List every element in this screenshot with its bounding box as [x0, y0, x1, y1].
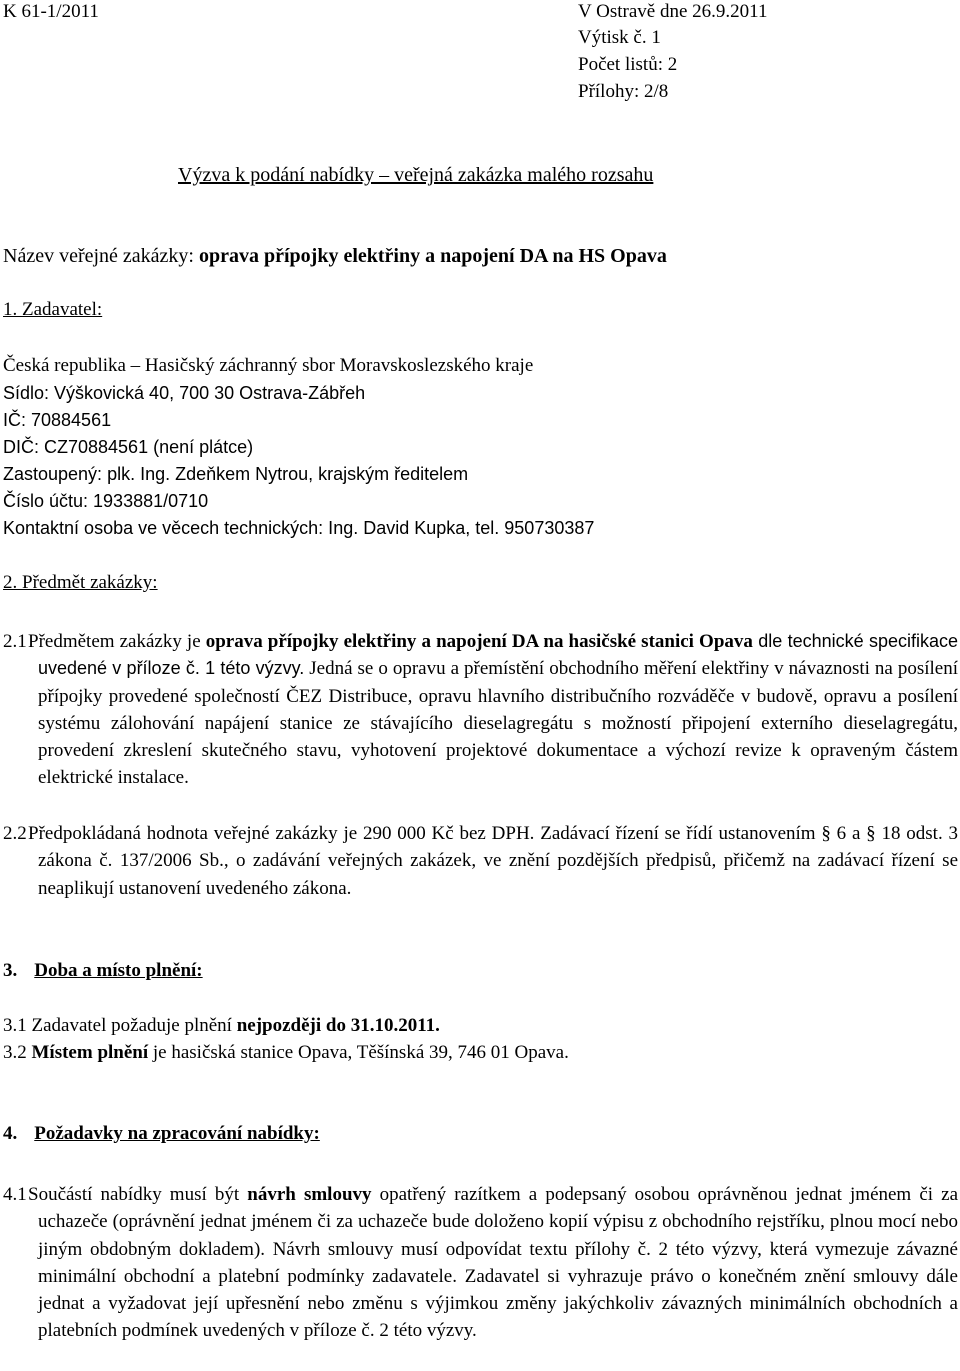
section-2-heading: 2. Předmět zakázky: — [3, 572, 158, 593]
paragraph-3-2 — [3, 1041, 569, 1065]
paragraph-4-1-contract-draft: návrh smlouvy — [247, 1184, 372, 1205]
paragraph-4-1 — [28, 1181, 959, 1345]
paragraph-2-1-subject: oprava přípojky elektřiny a napojení DA na hasičské stanici Opava — [205, 631, 753, 652]
paragraph-3-1-text: 3.1 Zadavatel požaduje plnění — [3, 1015, 237, 1036]
paragraph-2-1 — [28, 628, 959, 792]
ic-number: IČ: 70884561 — [3, 410, 112, 430]
reference-number: K 61-1/2011 — [3, 1, 99, 22]
paragraph-3-1 — [3, 1014, 440, 1038]
paragraph-3-2-number: 3.2 — [3, 1042, 32, 1063]
section-4-number: 4. — [3, 1123, 18, 1144]
paragraph-2-1-spec: dle technické specifikace uvedené v příloze č. 1 této výzvy. — [38, 631, 958, 679]
bank-account: Číslo účtu: 1933881/0710 — [3, 491, 209, 511]
paragraph-2-1-number: 2.1 — [3, 631, 27, 652]
paragraph-3-2-place: je hasičská stanice Opava, Těšínská 39, 746 01 Opava. — [148, 1042, 569, 1063]
paragraph-2-1-description: Jedná se o opravu a přemístění obchodního měření elektřiny v návaznosti na posílení přípojky provedené společností ČEZ Distribuce, opravu hlavního distribučního rozváděče v budově, opravu a posílení systému zálohování napájení stanice ze stávajícího dieselagregátu s možností připojení externího dieselagregátu, provedení zkreslení skutečného stavu, vyhotovení projektové dokumentace a výchozí revize k opraveným částem elektrické instalace. — [38, 658, 959, 789]
section-3-number: 3. — [3, 960, 18, 981]
paragraph-2-2 — [28, 820, 959, 902]
section-3-title: Doba a místo plnění: — [34, 960, 203, 981]
section-4-heading — [3, 1122, 320, 1146]
section-1-heading: 1. Zadavatel: — [3, 299, 103, 320]
paragraph-4-1-body: opatřený razítkem a podepsaný osobou oprávněnou jednat jménem či za uchazeče (oprávnění jednat jménem či za uchazeče bude doloženo kopií výpisu z obchodního rejstříku, plnou mocí nebo jiným obdobným dokladem). Návrh smlouvy musí odpovídat textu přílohy č. 2 této výzvy, která vymezuje závazné minimální obchodní a platební podmínky zadavatele. Zadavatel si vyhrazuje právo o konečném znění smlouvy dále jednat a vyžadovat její upřesnění nebo změnu s výjimkou změny jakýchkoliv závazných minimálních obchodních a platebních podmínek uvedených v příloze č. 2 této výzvy. — [38, 1184, 959, 1342]
dic-number: DIČ: CZ70884561 (není plátce) — [3, 437, 254, 457]
paragraph-4-1-intro: Součástí nabídky musí být — [28, 1184, 248, 1205]
attachments-count: Přílohy: 2/8 — [578, 81, 669, 102]
technical-contact: Kontaktní osoba ve věcech technických: Ing. David Kupka, tel. 950730387 — [3, 518, 595, 538]
paragraph-4-1-number: 4.1 — [3, 1184, 27, 1205]
contract-name-value: oprava přípojky elektřiny a napojení DA na HS Opava — [199, 245, 667, 267]
paragraph-3-1-deadline: nejpozději do 31.10.2011. — [236, 1015, 440, 1036]
section-4-title: Požadavky na zpracování nabídky: — [34, 1123, 320, 1144]
section-3-heading — [3, 959, 203, 983]
paragraph-2-1-intro: Předmětem zakázky je — [28, 631, 206, 652]
paragraph-2-2-number: 2.2 — [3, 823, 27, 844]
document-title: Výzva k podání nabídky – veřejná zakázka malého rozsahu — [178, 164, 654, 186]
copy-number: Výtisk č. 1 — [578, 27, 661, 48]
represented-by: Zastoupený: plk. Ing. Zdeňkem Nytrou, krajským ředitelem — [3, 464, 469, 484]
paragraph-2-2-law: , o zadávání veřejných zakázek, ve znění pozdějších předpisů, přičemž na zadávací řízení se neaplikují ustanovení uvedeného zákona. — [38, 850, 959, 899]
city-date: V Ostravě dne 26.9.2011 — [578, 1, 768, 22]
contract-name-label: Název veřejné zakázky: — [3, 245, 199, 267]
contract-name — [3, 244, 667, 268]
paragraph-2-2-value: Předpokládaná hodnota veřejné zakázky je 290 000 Kč bez DPH. Zadávací řízení se řídí ustanovením § 6 a § 18 odst. 3 zákona č. 137/2006 Sb. — [28, 823, 958, 872]
sheet-count: Počet listů: 2 — [578, 54, 678, 75]
seat-address: Sídlo: Výškovická 40, 700 30 Ostrava-Zábřeh — [3, 383, 366, 403]
paragraph-3-2-label: Místem plnění — [31, 1042, 149, 1063]
contracting-authority-name: Česká republika – Hasičský záchranný sbor Moravskoslezského kraje — [3, 355, 534, 376]
